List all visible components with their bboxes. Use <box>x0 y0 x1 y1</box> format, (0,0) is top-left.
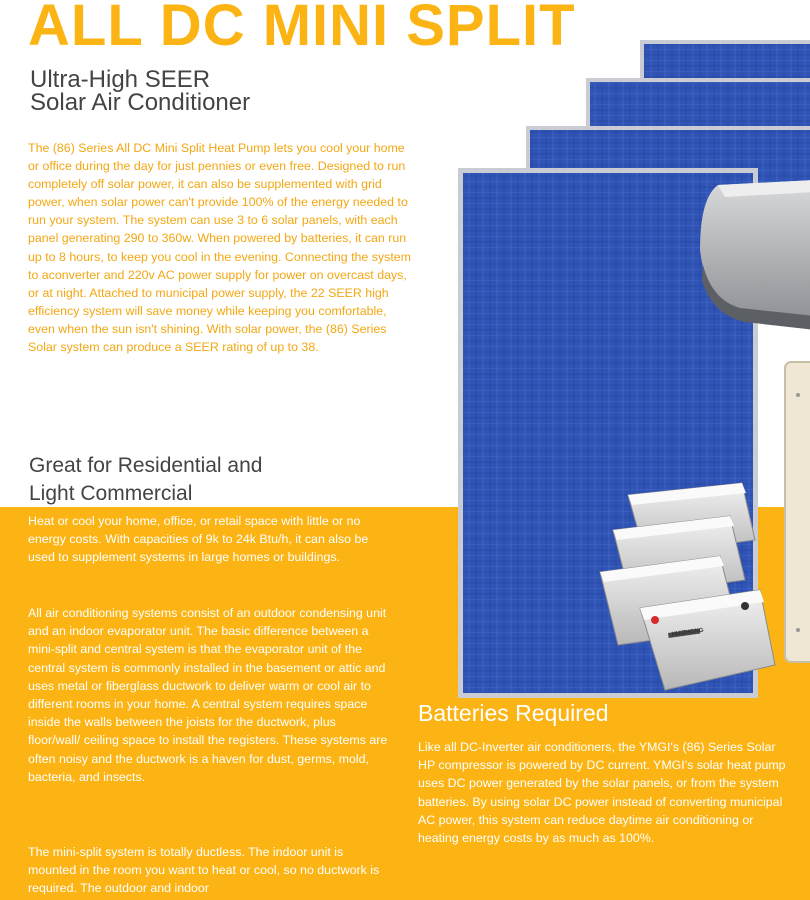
subheading-line-1: Ultra-High SEER <box>30 66 211 93</box>
outdoor-condenser-unit <box>785 362 810 662</box>
residential-paragraph: Heat or cool your home, office, or retail space with little or no energy costs. With capacities of 9k to 24k Btu/h, it can also be used to supplement systems in large homes or buildings. <box>28 514 369 565</box>
ac-systems-paragraph: All air conditioning systems consist of an outdoor condensing unit and an indoor evaporator unit. The basic difference between a mini-split and central system is that the evaporator unit of the central system is commonly installed in the basement or attic and uses metal or fiberglass ductwork to deliver warm or cool air to different rooms in your home. A central system requires space inside the walls between the joists for the ductwork, plus floor/wall/ ceiling space to install the registers. These systems are often noisy and the ductwork is a haven for dust, germs, mold, bacteria, and insects. <box>28 606 388 784</box>
intro-paragraph: The (86) Series All DC Mini Split Heat Pump lets you cool your home or office during the day for just pennies or even free. Designed to run completely off solar power, it can also be supplemented with grid power, when solar power can't provide 100% of the energy needed to run your system. The system can use 3 to 6 solar panels, with each panel generating 290 to 360w. When powered by batteries, it can run up to 8 hours, to keep you cool in the evening. Connecting the system to aconverter and 220v AC power supply for power on overcast days, or at night. Attached to municipal power supply, the 22 SEER high efficiency system will save money while keeping you comfortable, even when the sun isn't shining. With solar power, the (86) Series Solar system can produce a SEER rating of up to 38. <box>28 141 411 355</box>
batteries-paragraph: Like all DC-Inverter air conditioners, the YMGI's (86) Series Solar HP compressor is powered by DC current. YMGI's solar heat pump uses DC power generated by the solar panels, or from the system batteries. By using solar DC power instead of converting municipal AC power, this system can reduce daytime air conditioning or heating energy costs by as much as 100%. <box>418 740 786 846</box>
page-headline: ALL DC MINI SPLIT <box>28 0 576 58</box>
page-subheading <box>30 68 250 114</box>
section-title-line-1: Great for Residential and <box>29 454 263 477</box>
mini-split-paragraph: The mini-split system is totally ductless. The indoor unit is mounted in the room you want to heat or cool, so no ductwork is required. The outdoor and indoor <box>28 845 380 896</box>
section-title-residential <box>29 452 262 508</box>
battery-brand-label: HUIZHONG <box>671 627 704 638</box>
section-title-line-2: Light Commercial <box>29 482 193 505</box>
batteries-required-title: Batteries Required <box>418 700 609 726</box>
subheading-line-2: Solar Air Conditioner <box>30 89 251 116</box>
